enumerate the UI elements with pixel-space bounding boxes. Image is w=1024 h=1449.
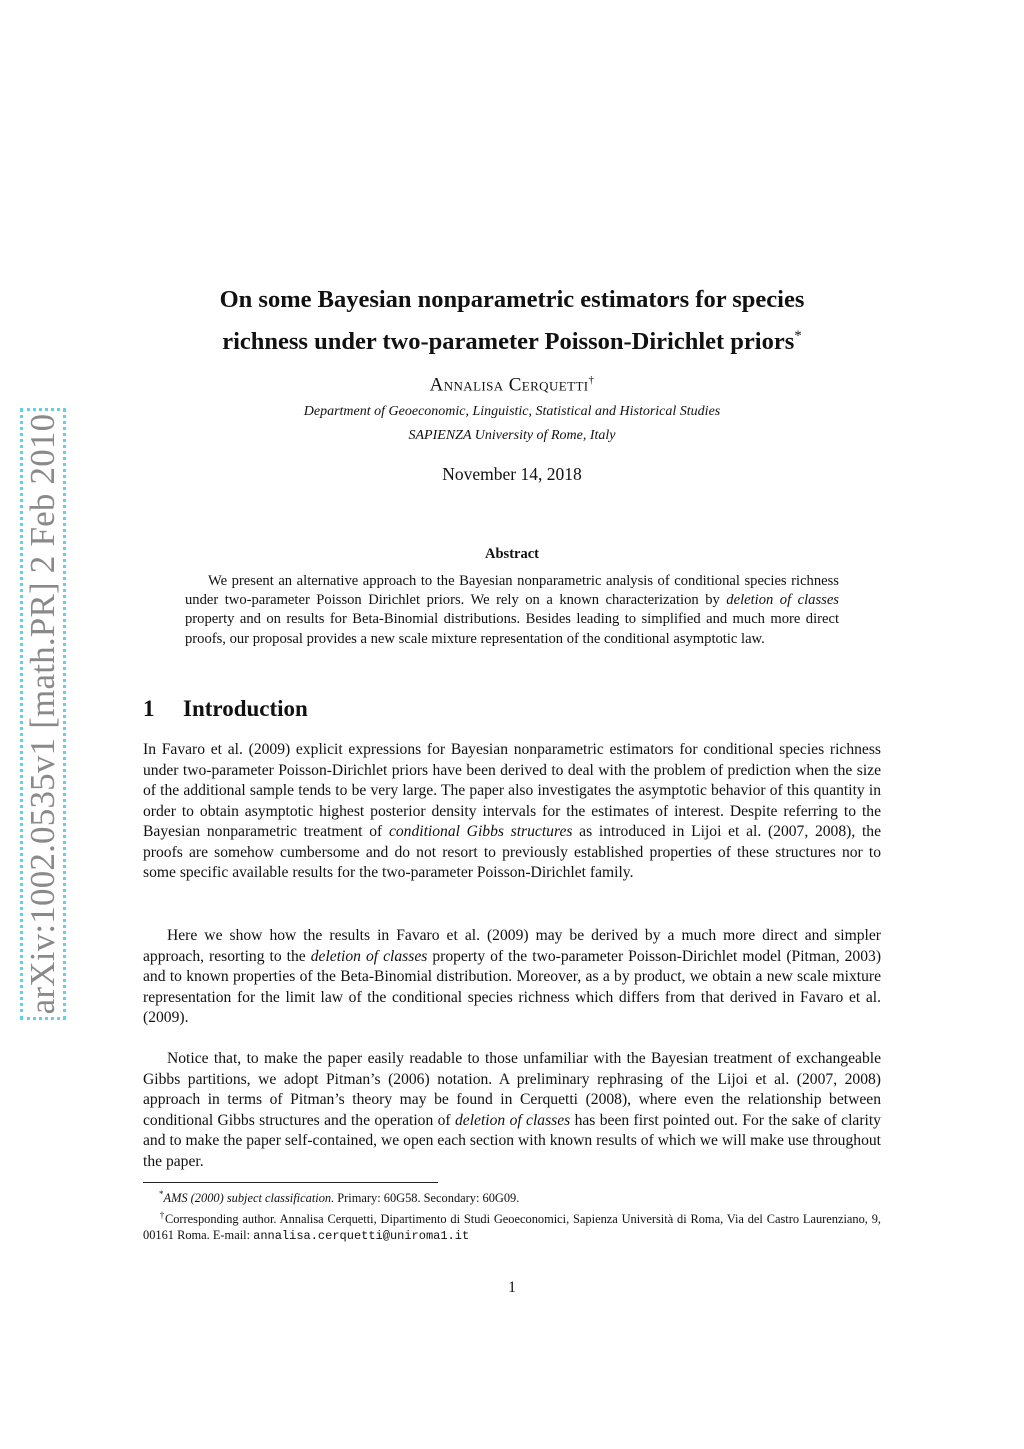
- author: Annalisa Cerquetti†: [429, 374, 595, 396]
- abstract-heading: Abstract: [485, 546, 539, 562]
- author-email-link[interactable]: annalisa.cerquetti@uniroma1.it: [253, 1229, 470, 1244]
- paragraph-1-emphasis: conditional Gibbs structures: [388, 823, 573, 840]
- footnote-1: *AMS (2000) subject classification. Primary: 60G58. Secondary: 60G09.: [159, 1189, 520, 1206]
- arxiv-stamp: [20, 408, 66, 1020]
- author-footnote-mark: †: [588, 374, 595, 386]
- section-number: 1: [143, 696, 155, 721]
- paragraph-3: Notice that, to make the paper easily readable to those unfamiliar with the Bayesian treatment of exchangeable Gibbs partitions, we adopt Pitman’s (2006) notation. A preliminary rephrasing of the Lijoi et al. (2007, 2008) approach in terms of Pitman’s theory may be found in Cerquetti (2008), where even the relationship between conditional Gibbs structures and the operation of deletion of classes has been first pointed out. For the sake of clarity and to make the paper self-contained, we open each section with known results of which we will make use throughout the paper.: [143, 1050, 881, 1170]
- abstract-emphasis: deletion of classes: [726, 592, 839, 609]
- abstract-body: We present an alternative approach to the Bayesian nonparametric analysis of conditional species richness under two-parameter Poisson Dirichlet priors. We rely on a known characterization by deletion of classes property and on results for Beta-Binomial distributions. Besides leading to simplified and much more direct proofs, our proposal provides a new scale mixture representation of the conditional asymptotic law.: [185, 573, 839, 647]
- section-heading: [143, 696, 881, 722]
- paragraph-2: Here we show how the results in Favaro et al. (2009) may be derived by a much more direct and simpler approach, resorting to the deletion of classes property of the two-parameter Poisson-Dirichlet model (Pitman, 2003) and to known properties of the Beta-Binomial distribution. Moreover, as a by product, we obtain a new scale mixture representation for the limit law of the conditional species richness which differs from that derived in Favaro et al. (2009).: [143, 927, 882, 1026]
- footnote-rule: [143, 1182, 438, 1183]
- paragraph-3-emphasis: deletion of classes: [454, 1111, 571, 1129]
- paper-title: [143, 282, 881, 360]
- page-number: 1: [508, 1279, 516, 1296]
- footnote-2: †Corresponding author. Annalisa Cerquetti, Dipartimento di Studi Geoeconomici, Sapienza Università di Roma, Via del Castro Laurenziano, 9, 00161 Roma. E-mail: annalisa.cerquetti@uniroma1.it: [143, 1209, 881, 1244]
- section-title: Introduction: [183, 696, 308, 721]
- title-line-2: richness under two-parameter Poisson-Dirichlet priors*: [222, 328, 802, 356]
- arxiv-id: arXiv:1002.0535v1 [math.PR] 2 Feb 2010: [23, 413, 62, 1015]
- footnotes: [143, 1186, 881, 1245]
- affiliation-line-1: Department of Geoeconomic, Linguistic, Statistical and Historical Studies: [303, 404, 721, 419]
- date: November 14, 2018: [442, 464, 582, 484]
- title-line-1: On some Bayesian nonparametric estimators for species: [219, 286, 805, 313]
- paragraph-2-emphasis: deletion of classes: [310, 947, 428, 965]
- paragraph-1: In Favaro et al. (2009) explicit expressions for Bayesian nonparametric estimators for conditional species richness under two-parameter Poisson-Dirichlet priors have been derived to deal with the problem of prediction when the size of the additional sample tends to be very large. The paper also investigates the asymptotic behavior of this quantity in order to obtain asymptotic highest posterior density intervals for the estimates of interest. Despite referring to the Bayesian nonparametric treatment of conditional Gibbs structures as introduced in Lijoi et al. (2007, 2008), the proofs are somehow cumbersome and do not resort to previously established properties of these structures nor to some specific available results for the two-parameter Poisson-Dirichlet family.: [143, 741, 881, 881]
- title-footnote-mark: *: [794, 328, 802, 344]
- affiliation-line-2: SAPIENZA University of Rome, Italy: [408, 428, 616, 443]
